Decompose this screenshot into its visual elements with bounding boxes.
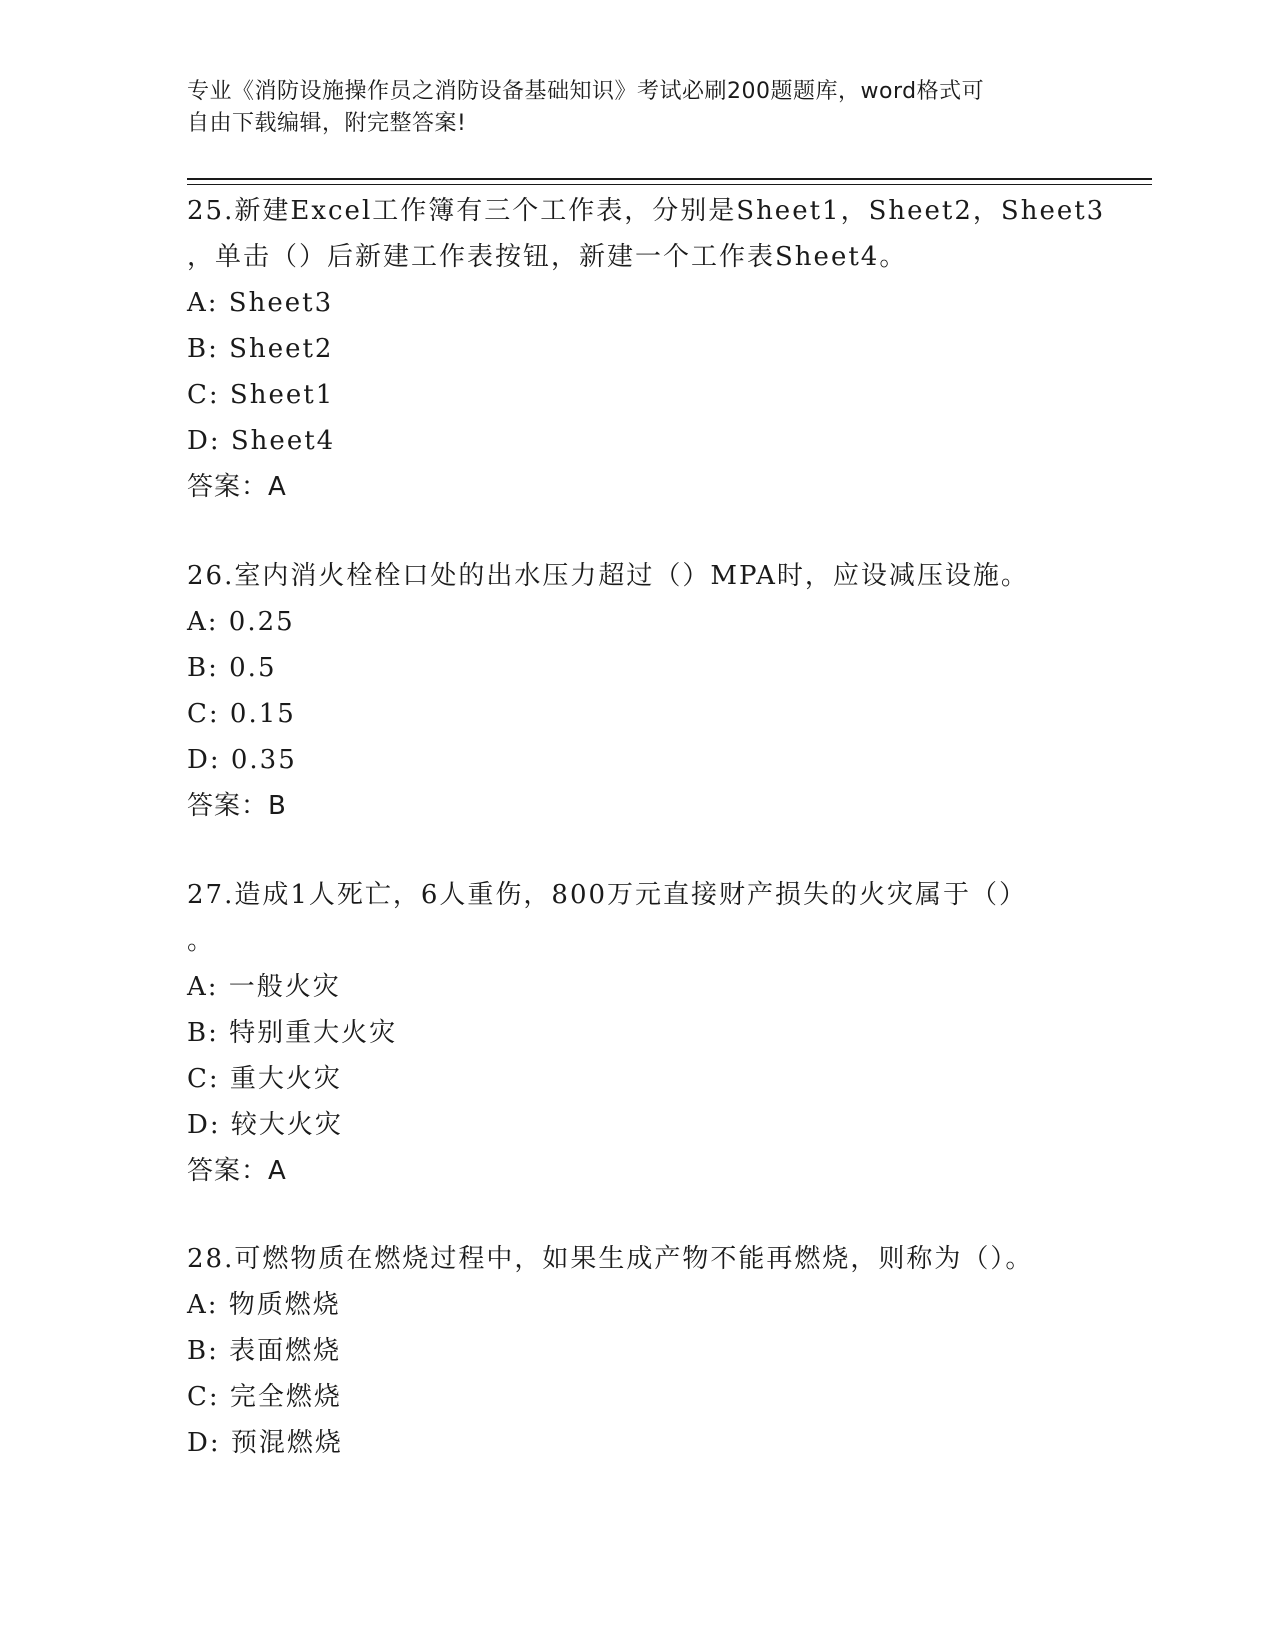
option-b: B: 0.5 [187, 653, 277, 683]
option-d: D: Sheet4 [187, 426, 336, 456]
answer: 答案：A [187, 1156, 287, 1186]
option-c: C: Sheet1 [187, 380, 335, 410]
option-d: D: 预混燃烧 [187, 1428, 343, 1458]
question-stem: 27.造成1人死亡，6人重伤，800万元直接财产损失的火灾属于（） [187, 880, 1028, 910]
answer: 答案：B [187, 791, 287, 821]
option-b: B: Sheet2 [187, 334, 334, 364]
option-a: A: 一般火灾 [187, 972, 341, 1002]
option-b: B: 表面燃烧 [187, 1336, 342, 1366]
answer: 答案：A [187, 472, 287, 502]
question-stem: 26.室内消火栓栓口处的出水压力超过（）MPA时，应设减压设施。 [187, 561, 1029, 591]
document-header [187, 76, 1087, 140]
question-stem: ，单击（）后新建工作表按钮，新建一个工作表Sheet4。 [187, 242, 908, 272]
question-stem: 25.新建Excel工作簿有三个工作表，分别是Sheet1，Sheet2，Sheet3 [187, 196, 1106, 226]
option-d: D: 0.35 [187, 745, 297, 775]
question-27 [187, 872, 1087, 1194]
option-a: A: 0.25 [187, 607, 295, 637]
header-line-2: 自由下载编辑，附完整答案! [187, 111, 467, 136]
option-d: D: 较大火灾 [187, 1110, 343, 1140]
header-line-1: 专业《消防设施操作员之消防设备基础知识》考试必刷200题题库，word格式可 [187, 79, 985, 104]
question-26 [187, 553, 1087, 829]
header-rule-thick [187, 178, 1152, 180]
option-c: C: 0.15 [187, 699, 296, 729]
question-28 [187, 1236, 1087, 1466]
option-a: A: 物质燃烧 [187, 1290, 341, 1320]
option-a: A: Sheet3 [187, 288, 334, 318]
option-c: C: 重大火灾 [187, 1064, 342, 1094]
question-25 [187, 188, 1106, 510]
question-stem: 28.可燃物质在燃烧过程中，如果生成产物不能再燃烧，则称为（）。 [187, 1244, 1034, 1274]
question-stem: 。 [187, 926, 216, 956]
header-rule-thin [187, 184, 1152, 185]
option-b: B: 特别重大火灾 [187, 1018, 398, 1048]
option-c: C: 完全燃烧 [187, 1382, 342, 1412]
